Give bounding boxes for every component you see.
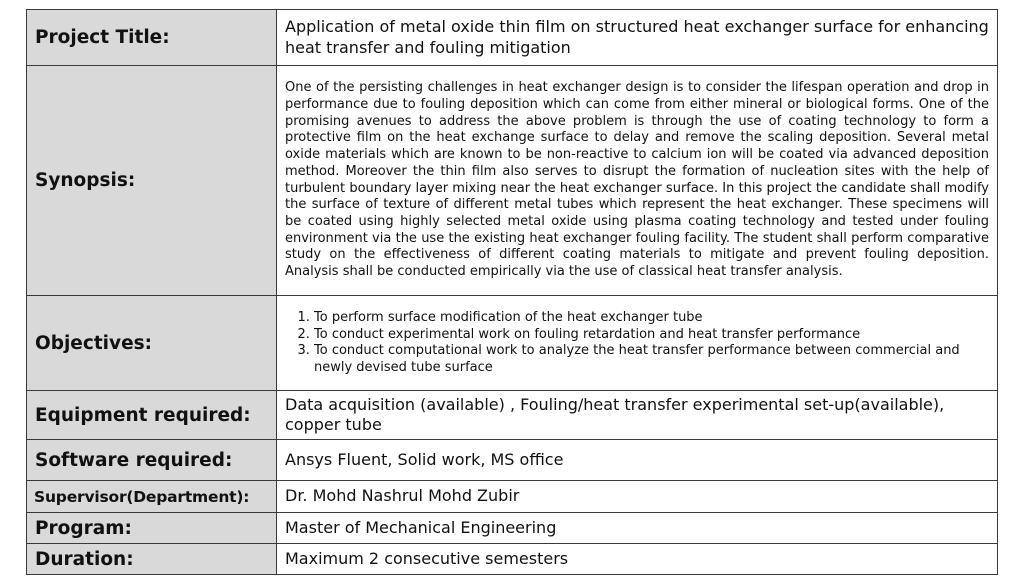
duration-value: Maximum 2 consecutive semesters — [277, 544, 998, 575]
row-project-title — [27, 10, 998, 66]
objectives-value — [277, 296, 998, 391]
objective-item: 3. To conduct computational work to analyze the heat transfer performance between commercial and newly devised tube surface — [314, 343, 989, 376]
row-equipment — [27, 391, 998, 440]
software-label: Software required: — [27, 440, 277, 481]
supervisor-label: Supervisor(Department): — [27, 481, 277, 513]
objectives-label: Objectives: — [27, 296, 277, 391]
row-objectives — [27, 296, 998, 391]
row-software — [27, 440, 998, 481]
row-program — [27, 513, 998, 544]
program-value: Master of Mechanical Engineering — [277, 513, 998, 544]
project-info-table — [26, 9, 998, 575]
project-title-label: Project Title: — [27, 10, 277, 66]
software-value: Ansys Fluent, Solid work, MS office — [277, 440, 998, 481]
program-label: Program: — [27, 513, 277, 544]
row-supervisor — [27, 481, 998, 513]
objectives-list — [285, 310, 989, 376]
objective-item: 1. To perform surface modification of the heat exchanger tube — [314, 310, 989, 327]
supervisor-value: Dr. Mohd Nashrul Mohd Zubir — [277, 481, 998, 513]
synopsis-value: One of the persisting challenges in heat exchanger design is to consider the lifespan operation and drop in performance due to fouling deposition which can come from either mineral or biological forms. One of the promising avenues to address the above problem is through the use of coating technology to form a protective film on the heat exchange surface to delay and remove the scaling deposition. Several metal oxide materials which are known to be non-reactive to calcium ion will be coated via advanced deposition method. Moreover the thin film also serves to disrupt the formation of nucleation sites with the help of turbulent boundary layer mixing near the heat exchanger surface. In this project the candidate shall modify the surface of texture of different metal tubes which represent the heat exchanger. These specimens will be coated using highly selected metal oxide using plasma coating technology and tested under fouling environment via the use the existing heat exchanger fouling facility. The student shall perform comparative study on the effectiveness of different coating materials to mitigate and prevent fouling deposition. Analysis shall be conducted empirically via the use of classical heat transfer analysis. — [277, 66, 998, 296]
duration-label: Duration: — [27, 544, 277, 575]
row-synopsis — [27, 66, 998, 296]
equipment-label: Equipment required: — [27, 391, 277, 440]
equipment-value: Data acquisition (available) , Fouling/heat transfer experimental set-up(available), copper tube — [277, 391, 998, 440]
objective-item: 2. To conduct experimental work on fouling retardation and heat transfer performance — [314, 327, 989, 344]
project-title-value: Application of metal oxide thin film on structured heat exchanger surface for enhancing heat transfer and fouling mitigation — [277, 10, 998, 66]
synopsis-label: Synopsis: — [27, 66, 277, 296]
row-duration — [27, 544, 998, 575]
